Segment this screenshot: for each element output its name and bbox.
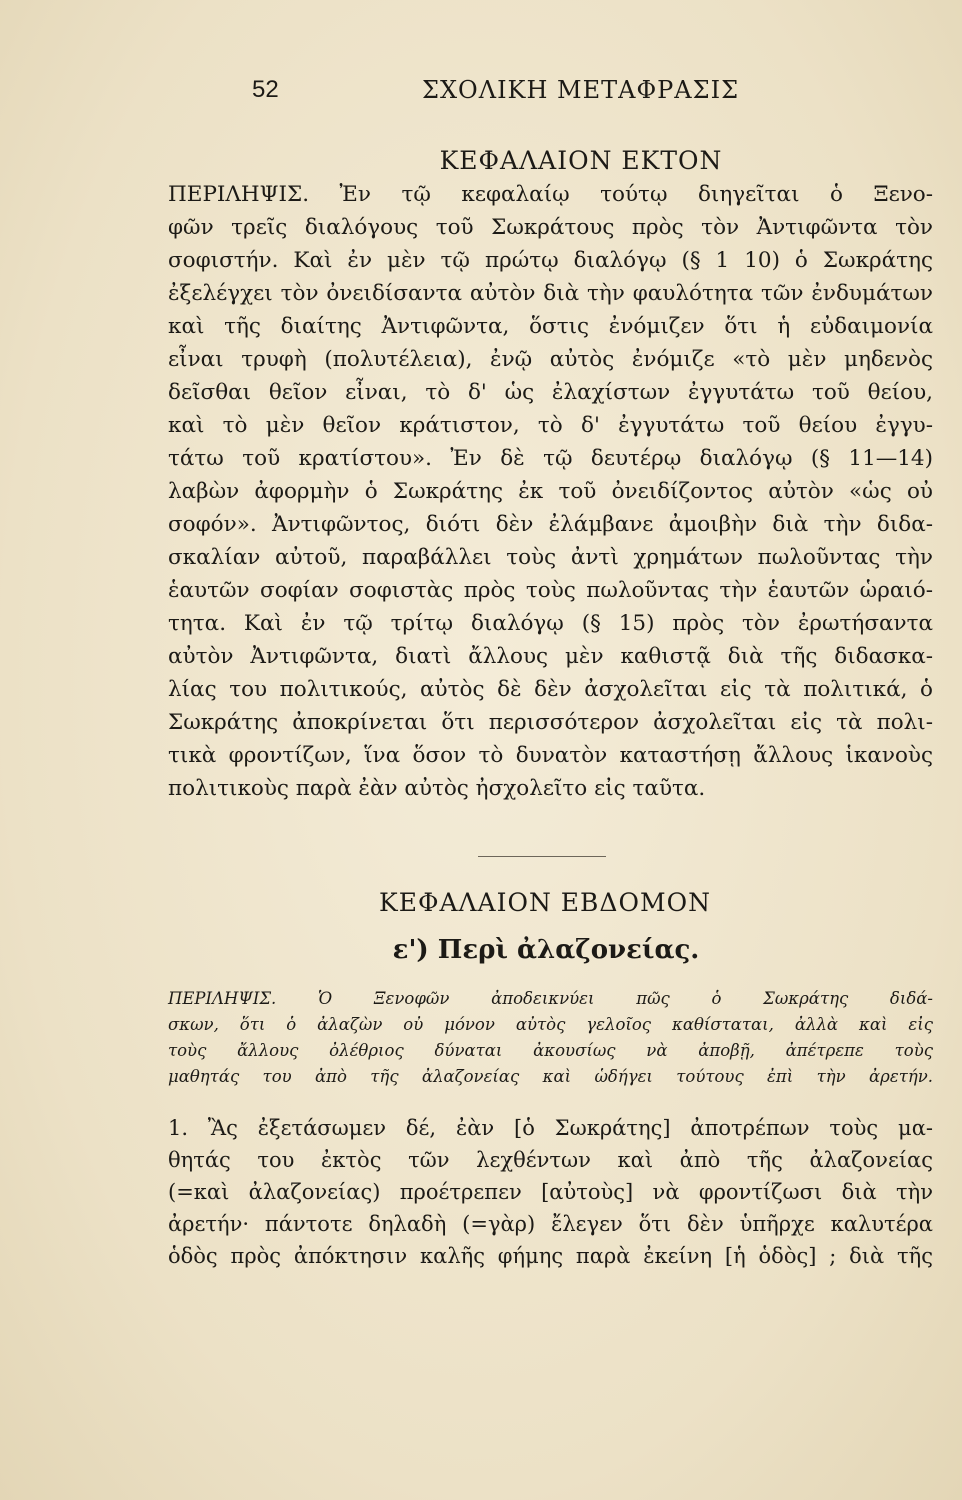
- summary-line: φῶν τρεῖς διαλόγους τοῦ Σωκράτους πρὸς τὸν Ἀντιφῶντα τὸν: [168, 215, 933, 240]
- summary-line: σοφιστήν. Καὶ ἐν μὲν τῷ πρώτῳ διαλόγῳ (§ 1 10) ὁ Σωκράτης: [168, 248, 933, 273]
- paragraph-line: 1. Ἂς ἐξετάσωμεν δέ, ἐὰν [ὁ Σωκράτης] ἀποτρέπων τοὺς μα-: [168, 1116, 933, 1140]
- summary-line: δεῖσθαι θεῖον εἶναι, τὸ δ' ὡς ἐλαχίστων ἐγγυτάτω τοῦ θείου,: [168, 380, 933, 405]
- chapter-six-title: ΚΕΦΑΛΑΙΟΝ ΕΚΤΟΝ: [439, 146, 723, 175]
- summary-line: αὐτὸν Ἀντιφῶντα, διατὶ ἄλλους μὲν καθιστᾷ διὰ τῆς διδασκα-: [168, 644, 933, 669]
- summary-line: ΠΕΡΙΛΗΨΙΣ. Ἐν τῷ κεφαλαίῳ τούτῳ διηγεῖται ὁ Ξενο-: [168, 182, 933, 207]
- page-number: 52: [252, 76, 279, 103]
- summary-line: σκων, ὅτι ὁ ἀλαζὼν οὐ μόνον αὐτὸς γελοῖος καθίσταται, ἀλλὰ καὶ εἰς: [168, 1015, 933, 1034]
- summary-line: Σωκράτης ἀποκρίνεται ὅτι περισσότερον ἀσχολεῖται εἰς τὰ πολι-: [168, 710, 933, 735]
- section-heading: ε') Περὶ ἀλαζονείας.: [392, 935, 700, 965]
- summary-line: καὶ τῆς διαίτης Ἀντιφῶντα, ὅστις ἐνόμιζεν ὅτι ἡ εὐδαιμονία: [168, 314, 933, 339]
- summary-line: πολιτικοὺς παρὰ ἐὰν αὐτὸς ἠσχολεῖτο εἰς ταῦτα.: [168, 776, 706, 801]
- summary-line: ΠΕΡΙΛΗΨΙΣ. Ὁ Ξενοφῶν ἀποδεικνύει πῶς ὁ Σωκράτης διδά-: [168, 989, 933, 1008]
- summary-line: τητα. Καὶ ἐν τῷ τρίτῳ διαλόγῳ (§ 15) πρὸς τὸν ἐρωτήσαντα: [168, 611, 933, 636]
- summary-line: λαβὼν ἀφορμὴν ὁ Σωκράτης ἐκ τοῦ ὀνειδίζοντος αὐτὸν «ὡς οὐ: [168, 479, 933, 504]
- paragraph-line: θητάς του ἐκτὸς τῶν λεχθέντων καὶ ἀπὸ τῆς ἀλαζονείας: [168, 1148, 933, 1172]
- summary-line: τικὰ φροντίζων, ἵνα ὅσον τὸ δυνατὸν καταστήσῃ ἄλλους ἱκανοὺς: [168, 743, 933, 768]
- paragraph-one: [168, 1112, 933, 1272]
- paragraph-line: (=καὶ ἀλαζονείας) προέτρεπεν [αὐτοὺς] νὰ φροντίζωσι διὰ τὴν: [168, 1180, 933, 1204]
- running-title: ΣΧΟΛΙΚΗ ΜΕΤΑΦΡΑΣΙΣ: [422, 76, 740, 104]
- summary-line: σκαλίαν αὐτοῦ, παραβάλλει τοὺς ἀντὶ χρημάτων πωλοῦντας τὴν: [168, 545, 933, 570]
- summary-line: τοὺς ἄλλους ὀλέθριος δύναται ἀκουσίως νὰ ἀποβῇ, ἀπέτρεπε τοὺς: [168, 1041, 933, 1060]
- summary-line: καὶ τὸ μὲν θεῖον κράτιστον, τὸ δ' ἐγγυτάτω τοῦ θείου ἐγγυ-: [168, 413, 933, 438]
- paragraph-line: ὁδὸς πρὸς ἀπόκτησιν καλῆς φήμης παρὰ ἐκείνη [ἡ ὁδὸς] ; διὰ τῆς: [168, 1244, 933, 1268]
- summary-line: μαθητάς του ἀπὸ τῆς ἀλαζονείας καὶ ὡδήγει τούτους ἐπὶ τὴν ἀρετήν.: [168, 1067, 933, 1086]
- chapter-seven-title: ΚΕΦΑΛΑΙΟΝ ΕΒΔΟΜΟΝ: [379, 888, 711, 917]
- paragraph-line: ἀρετήν· πάντοτε δηλαδὴ (=γὰρ) ἔλεγεν ὅτι δὲν ὑπῆρχε καλυτέρα: [168, 1212, 933, 1236]
- summary-line: λίας του πολιτικούς, αὐτὸς δὲ δὲν ἀσχολεῖται εἰς τὰ πολιτικά, ὁ: [168, 677, 933, 702]
- summary-line: ἐξελέγχει τὸν ὀνειδίσαντα αὐτὸν διὰ τὴν φαυλότητα τῶν ἐνδυμάτων: [168, 281, 933, 306]
- summary-line: τάτω τοῦ κρατίστου». Ἐν δὲ τῷ δευτέρῳ διαλόγῳ (§ 11—14): [168, 446, 933, 471]
- chapter-six-summary: [168, 178, 933, 805]
- summary-line: εἶναι τρυφὴ (πολυτέλεια), ἐνῷ αὐτὸς ἐνόμιζε «τὸ μὲν μηδενὸς: [168, 347, 933, 372]
- chapter-seven-summary: [168, 986, 933, 1090]
- summary-line: σοφόν». Ἀντιφῶντος, διότι δὲν ἐλάμβανε ἀμοιβὴν διὰ τὴν διδα-: [168, 512, 933, 537]
- summary-line: ἑαυτῶν σοφίαν σοφιστὰς πρὸς τοὺς πωλοῦντας τὴν ἑαυτῶν ὡραιό-: [168, 578, 933, 603]
- page-header: [252, 76, 852, 116]
- section-divider: [478, 856, 606, 857]
